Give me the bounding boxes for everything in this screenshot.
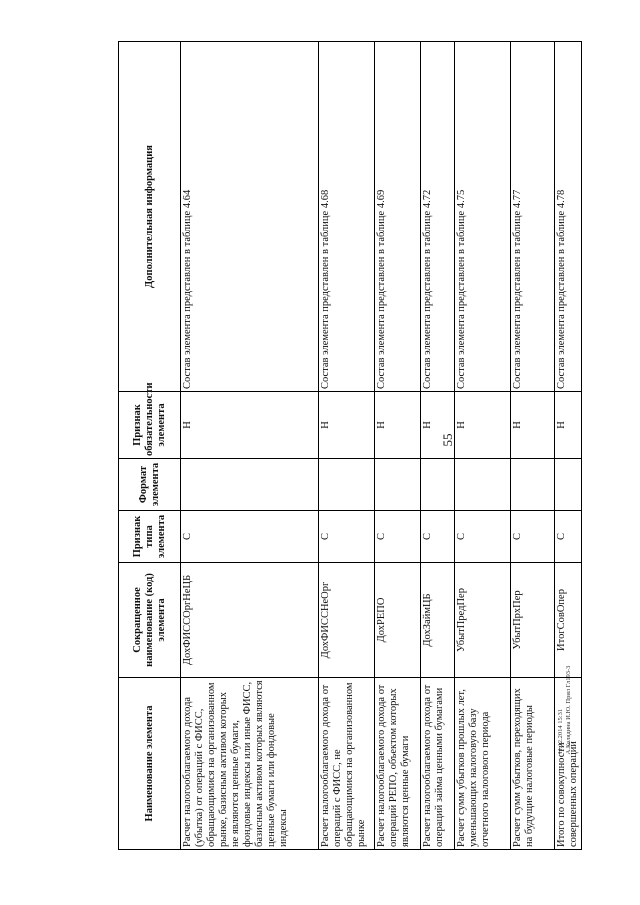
table-row [555,42,582,850]
cell-info: Состав элемента представлен в таблице 4.78 [555,42,582,392]
cell-format [555,459,582,511]
cell-name: Расчет налогооблагаемого дохода от операций РЕПО, объектом которых являются ценные бумаги [375,678,421,850]
cell-code: УбытПредПер [455,563,511,678]
cell-format [421,459,455,511]
cell-required: Н [555,392,582,459]
cell-format [319,459,375,511]
cell-type: С [181,511,319,563]
header-name: Наименование элемента [119,678,181,850]
page-number: 55 [440,433,455,447]
cell-required: Н [421,392,455,459]
header-format: Формат элемента [119,459,181,511]
table-row [319,42,375,850]
footer-file-reference: А.Колядина И.Ю. Прил Гл193-3 [565,665,572,755]
cell-required: Н [375,392,421,459]
header-additional-info: Дополнительная информация [119,42,181,392]
cell-required: Н [455,392,511,459]
header-type: Признак типа элемента [119,511,181,563]
cell-info: Состав элемента представлен в таблице 4.64 [181,42,319,392]
cell-info: Состав элемента представлен в таблице 4.68 [319,42,375,392]
cell-format [181,459,319,511]
cell-format [455,459,511,511]
cell-name: Итого по совокупности совершенных операций [555,678,582,850]
cell-info: Состав элемента представлен в таблице 4.72 [421,42,455,392]
table-row [181,42,319,850]
table-header-row [119,42,181,850]
header-required: Признак обязательности элемента [119,392,181,459]
cell-name: Расчет налогооблагаемого дохода (убытка) от операций с ФИСС, обращающимися на организованном рынке, базисным активом которых не являются ценные бумаги, фондовые индексы или иные ФИСС, базисным активом которых являются ценные бумаги или фондовые индексы [181,678,319,850]
table-row [375,42,421,850]
cell-type: С [555,511,582,563]
cell-required: Н [181,392,319,459]
cell-name: Расчет налогооблагаемого дохода от операций займа ценными бумагами [421,678,455,850]
cell-type: С [319,511,375,563]
cell-required: Н [511,392,555,459]
cell-code: ДохЗаймЦБ [421,563,455,678]
cell-type: С [455,511,511,563]
cell-info: Состав элемента представлен в таблице 4.69 [375,42,421,392]
footer-timestamp: 11.12.2014 15:31 [557,708,564,755]
cell-info: Состав элемента представлен в таблице 4.77 [511,42,555,392]
cell-type: С [511,511,555,563]
table-row [421,42,455,850]
header-code: Сокращенное наименование (код) элемента [119,563,181,678]
table-row [455,42,511,850]
cell-code: ДохФИССОргНеЦБ [181,563,319,678]
cell-code: ДохФИССНеОрг [319,563,375,678]
cell-code: ДохРЕПО [375,563,421,678]
cell-code: УбытПрхПер [511,563,555,678]
elements-table [118,41,582,850]
cell-type: С [421,511,455,563]
cell-name: Расчет налогооблагаемого дохода от операций с ФИСС, не обращающимися на организованном рынке [319,678,375,850]
cell-type: С [375,511,421,563]
table-row [511,42,555,850]
cell-required: Н [319,392,375,459]
cell-format [375,459,421,511]
cell-info: Состав элемента представлен в таблице 4.75 [455,42,511,392]
cell-name: Расчет сумм убытков прошлых лет, уменьшающих налоговую базу отчетного налогового периода [455,678,511,850]
cell-code: ИтогСовОпер [555,563,582,678]
cell-format [511,459,555,511]
cell-name: Расчет сумм убытков, переходящих на будущие налоговые периоды [511,678,555,850]
